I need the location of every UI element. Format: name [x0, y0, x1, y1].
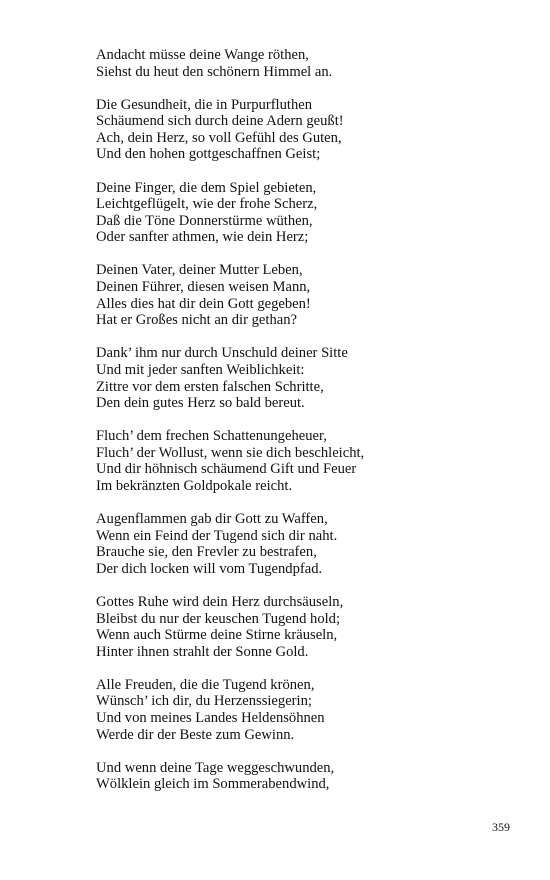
verse-line: Oder sanfter athmen, wie dein Herz;: [96, 229, 309, 246]
verse-line: Wenn ein Feind der Tugend sich dir naht.: [96, 527, 338, 544]
stanza: [96, 677, 516, 743]
verse-line: Brauche sie, den Frevler zu bestrafen,: [96, 544, 317, 561]
verse-line: Wölklein gleich im Sommerabendwind,: [96, 776, 330, 793]
verse-line: Der dich locken will vom Tugendpfad.: [96, 560, 323, 577]
verse-line: Und dir höhnisch schäumend Gift und Feuer: [96, 461, 357, 478]
verse-line: Deine Finger, die dem Spiel gebieten,: [96, 179, 317, 196]
verse-line: Siehst du heut den schönern Himmel an.: [96, 63, 333, 80]
verse-line: Augenflammen gab dir Gott zu Waffen,: [96, 511, 328, 528]
verse-line: Wünsch’ ich dir, du Herzenssiegerin;: [96, 693, 312, 710]
stanza: [96, 262, 516, 328]
verse-line: Alle Freuden, die die Tugend krönen,: [96, 676, 315, 693]
verse-line: Den dein gutes Herz so bald bereut.: [96, 395, 305, 412]
verse-line: Schäumend sich durch deine Adern geußt!: [96, 113, 344, 130]
stanza: [96, 47, 516, 80]
verse-line: Und von meines Landes Heldensöhnen: [96, 710, 325, 726]
verse-line: Dank’ ihm nur durch Unschuld deiner Sitte: [96, 345, 348, 362]
verse-line: Werde dir der Beste zum Gewinn.: [96, 726, 295, 743]
verse-line: Fluch’ der Wollust, wenn sie dich beschleicht,: [96, 444, 365, 461]
stanza: [96, 760, 516, 793]
verse-line: Hat er Großes nicht an dir gethan?: [96, 312, 297, 329]
verse-line: Daß die Töne Donnerstürme wüthen,: [96, 212, 313, 229]
stanza: [96, 345, 516, 411]
stanza: [96, 97, 516, 163]
verse-line: Wenn auch Stürme deine Stirne kräuseln,: [96, 627, 338, 644]
stanza: [96, 511, 516, 577]
verse-line: Und mit jeder sanften Weiblichkeit:: [96, 361, 305, 378]
page-number: 359: [492, 820, 510, 834]
verse-line: Ach, dein Herz, so voll Gefühl des Guten,: [96, 129, 342, 146]
verse-line: Und den hohen gottgeschaffnen Geist;: [96, 146, 321, 163]
verse-line: Alles dies hat dir dein Gott gegeben!: [96, 295, 311, 312]
verse-line: Leichtgeflügelt, wie der frohe Scherz,: [96, 196, 318, 213]
verse-line: Die Gesundheit, die in Purpurfluthen: [96, 96, 313, 113]
poem-body: [96, 47, 516, 809]
verse-line: Zittre vor dem ersten falschen Schritte,: [96, 378, 324, 395]
stanza: [96, 428, 516, 494]
verse-line: Im bekränzten Goldpokale reicht.: [96, 477, 293, 494]
stanza: [96, 180, 516, 246]
verse-line: Fluch’ dem frechen Schattenungeheuer,: [96, 428, 327, 445]
verse-line: Deinen Führer, diesen weisen Mann,: [96, 279, 311, 296]
verse-line: Gottes Ruhe wird dein Herz durchsäuseln,: [96, 593, 344, 610]
verse-line: Und wenn deine Tage weggeschwunden,: [96, 759, 335, 776]
verse-line: Bleibst du nur der keuschen Tugend hold;: [96, 610, 341, 627]
verse-line: Deinen Vater, deiner Mutter Leben,: [96, 262, 303, 279]
stanza: [96, 594, 516, 660]
verse-line: Andacht müsse deine Wange röthen,: [96, 47, 309, 63]
verse-line: Hinter ihnen strahlt der Sonne Gold.: [96, 643, 309, 660]
